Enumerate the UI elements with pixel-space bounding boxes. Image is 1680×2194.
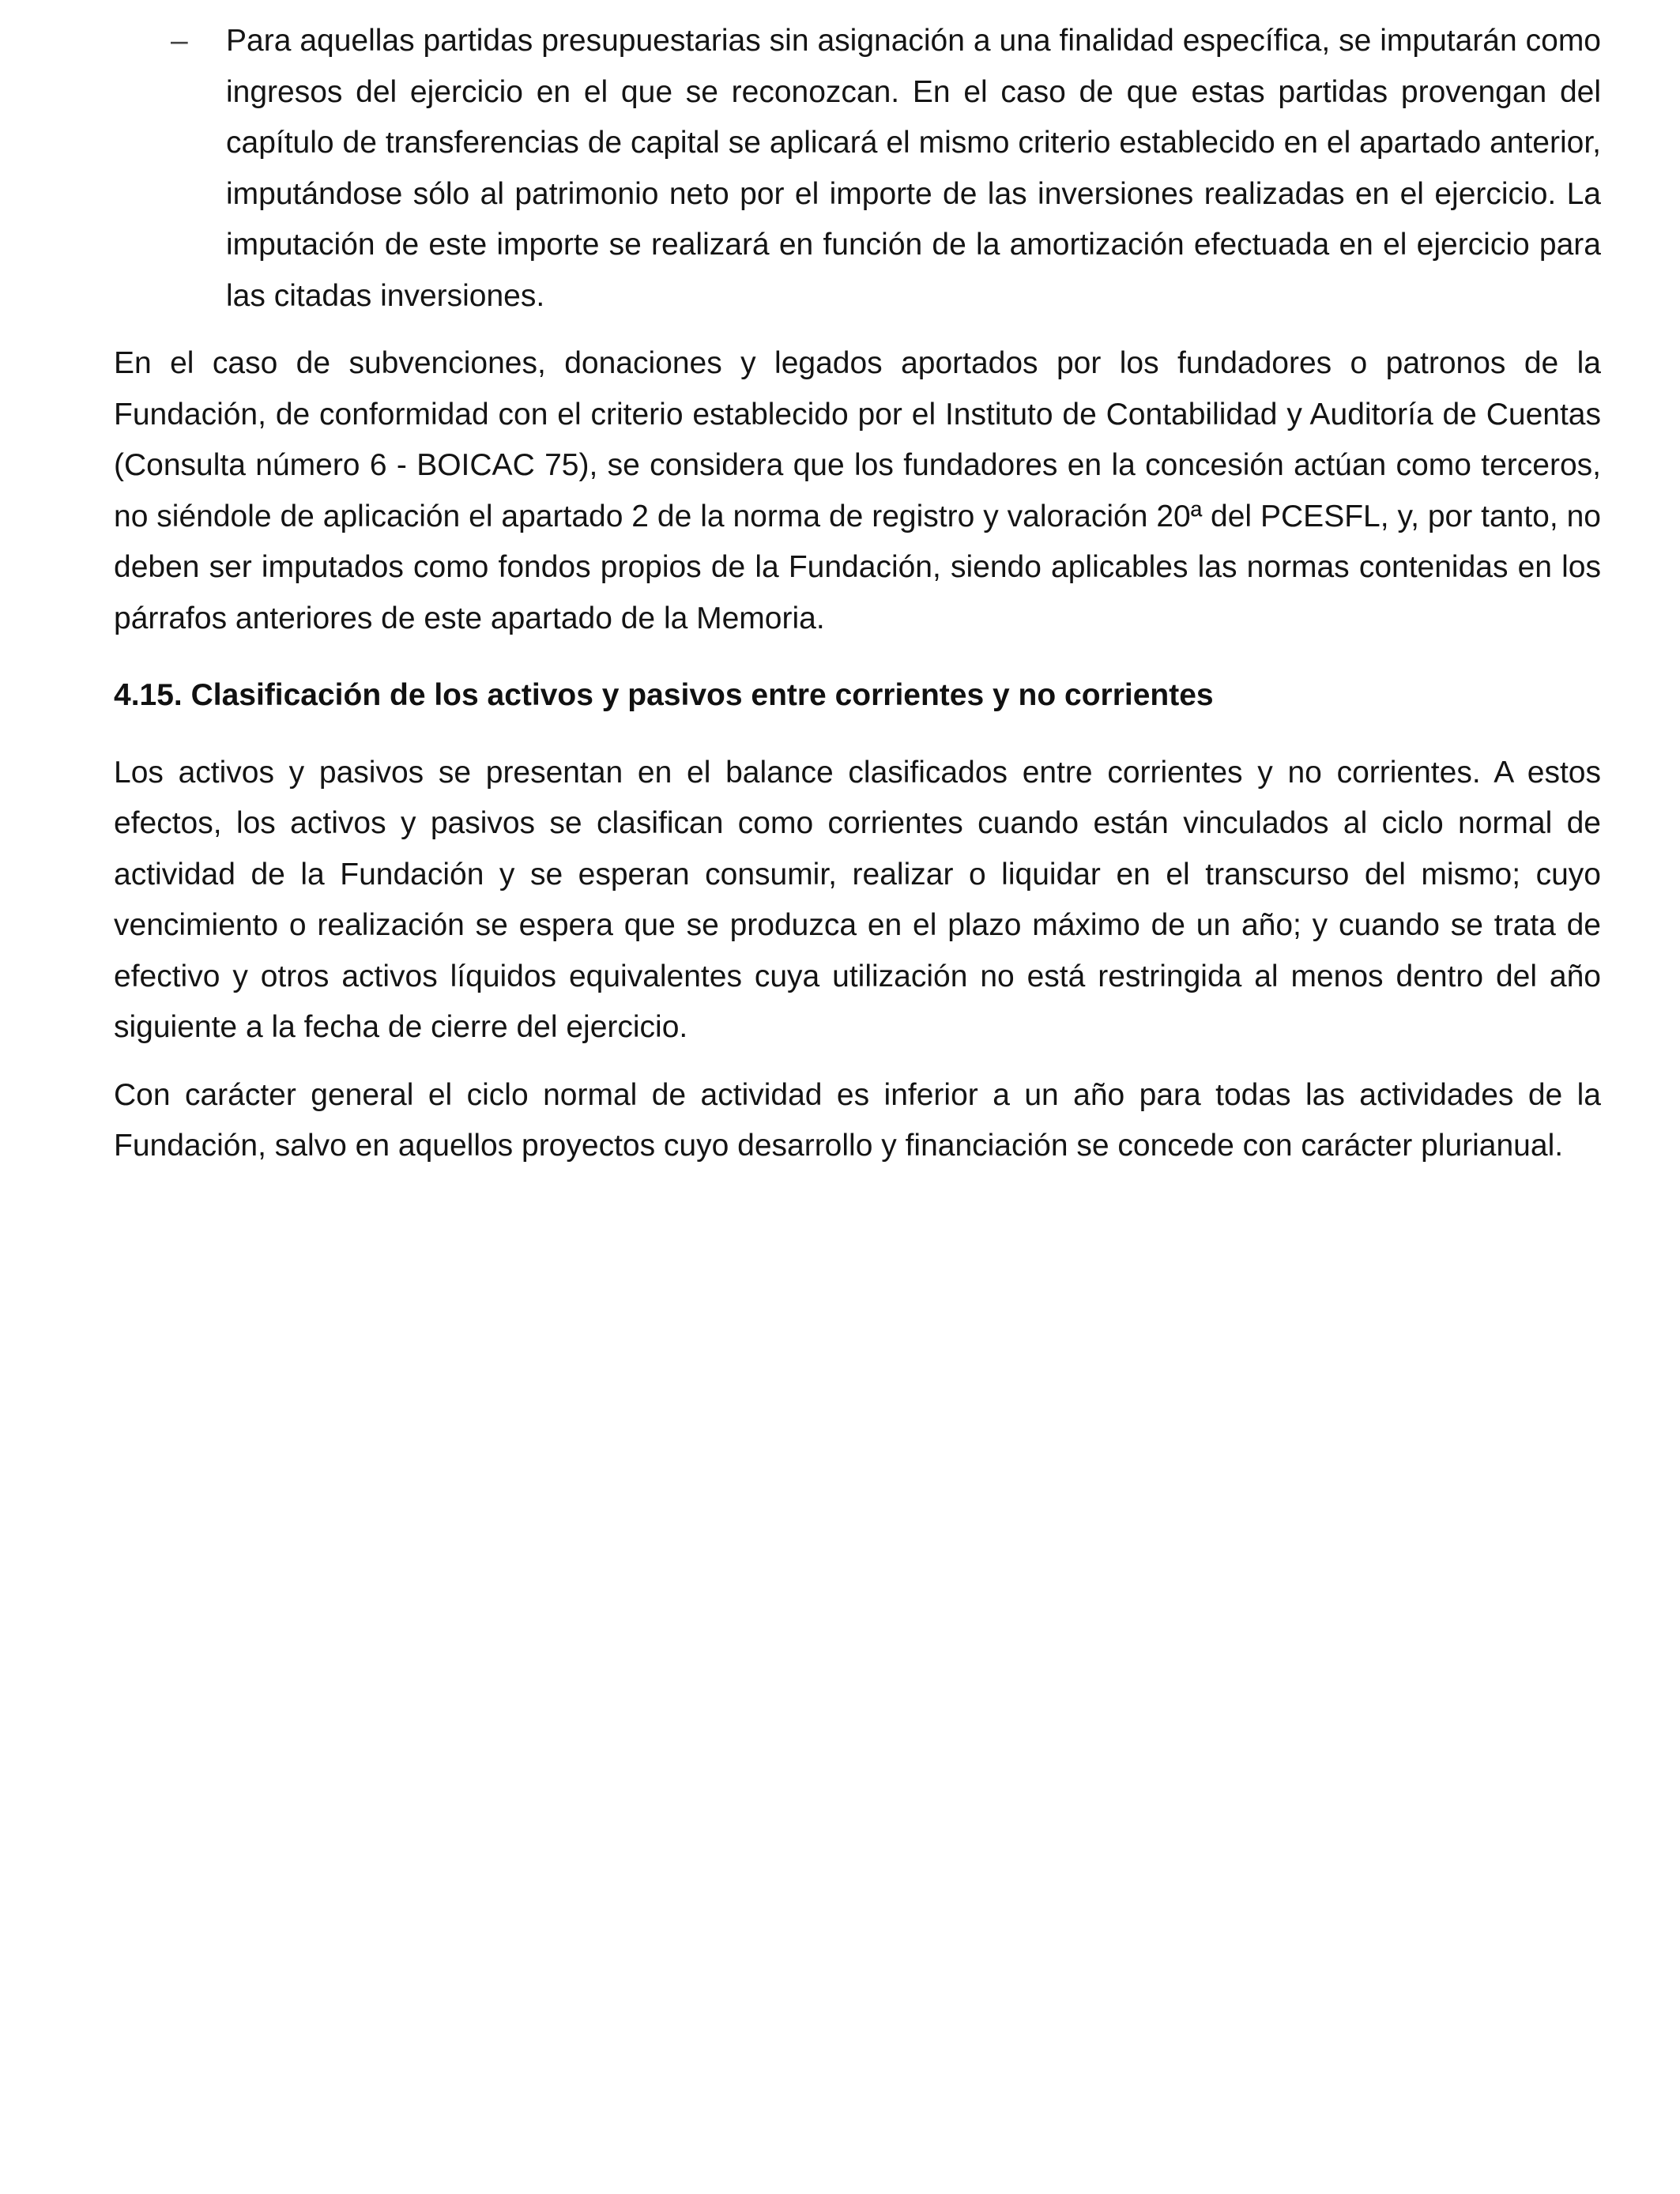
paragraph-subvenciones: En el caso de subvenciones, donaciones y legados aportados por los fundadores o patronos de la Fundación, de conformidad con el criterio establecido por el Instituto de Contabilidad y Auditoría de Cuentas (Consulta número 6 - BOICAC 75), se considera que los fundadores en la concesión actúan como terceros, no siéndole de aplicación el apartado 2 de la norma de registro y valoración 20ª del PCESFL, y, por tanto, no deben ser imputados como fondos propios de la Fundación, siendo aplicables las normas contenidas en los párrafos anteriores de este apartado de la Memoria. (114, 346, 1601, 635)
paragraph-activos-pasivos: Los activos y pasivos se presentan en el balance clasificados entre corrientes y no corrientes. A estos efectos, los activos y pasivos se clasifican como corrientes cuando están vinculados al ciclo normal de actividad de la Fundación y se esperan consumir, realizar o liquidar en el transcurso del mismo; cuyo vencimiento o realización se espera que se produzca en el plazo máximo de un año; y cuando se trata de efectivo y otros activos líquidos equivalentes cuya utilización no está restringida al menos dentro del año siguiente a la fecha de cierre del ejercicio. (114, 755, 1601, 1044)
list-item (114, 16, 1601, 322)
list-item-text: Para aquellas partidas presupuestarias sin asignación a una finalidad específica, se imputarán como ingresos del ejercicio en el que se reconozcan. En el caso de que estas partidas provengan del capítulo de transferencias de capital se aplicará el mismo criterio establecido en el apartado anterior, imputándose sólo al patrimonio neto por el importe de las inversiones realizadas en el ejercicio. La imputación de este importe se realizará en función de la amortización efectuada en el ejercicio para las citadas inversiones. (226, 24, 1601, 313)
dash-bullet-icon: – (171, 24, 188, 58)
paragraph-ciclo-normal: Con carácter general el ciclo normal de actividad es inferior a un año para todas las actividades de la Fundación, salvo en aquellos proyectos cuyo desarrollo y financiación se concede con carácter plurianual. (114, 1077, 1601, 1163)
section-heading: 4.15. Clasificación de los activos y pasivos entre corrientes y no corrientes (114, 678, 1214, 712)
document-body (114, 16, 1601, 1172)
